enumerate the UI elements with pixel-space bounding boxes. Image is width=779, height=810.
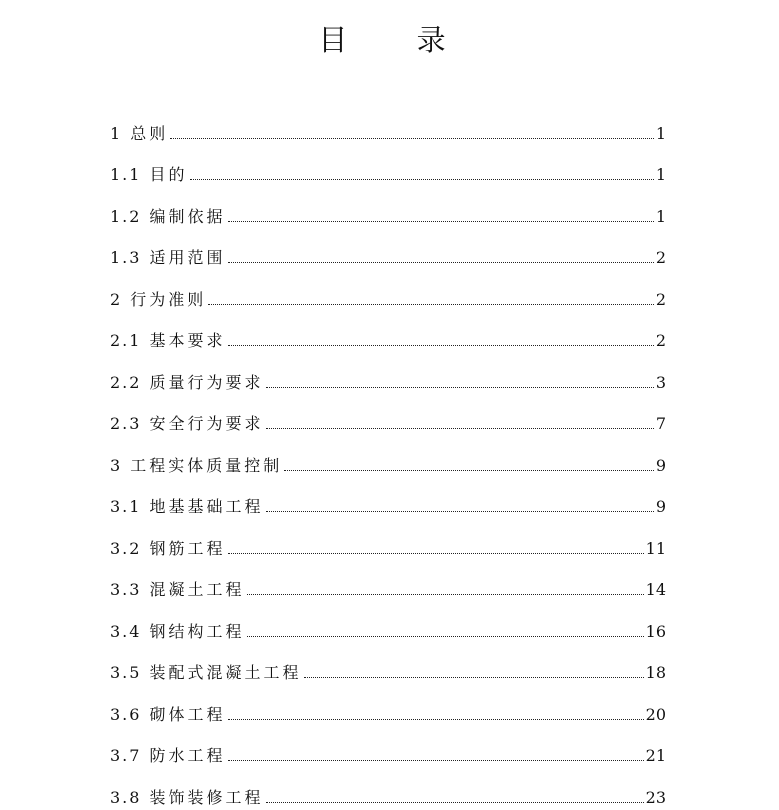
toc-entry-label xyxy=(110,746,226,766)
toc-entry-number: 3.5 xyxy=(110,663,142,682)
toc-dot-leader xyxy=(266,428,654,429)
toc-entry[interactable] xyxy=(110,104,666,146)
toc-entry-text: 安全行为要求 xyxy=(149,414,264,433)
toc-entry-number: 2.2 xyxy=(110,372,142,392)
toc-entry[interactable] xyxy=(110,602,666,644)
toc-entry-page: 23 xyxy=(645,787,666,807)
toc-entry-number: 3.4 xyxy=(110,621,142,641)
toc-entry-label xyxy=(110,788,264,808)
toc-entry[interactable] xyxy=(110,768,666,810)
toc-entry-number: 2 xyxy=(110,289,123,309)
toc-entry-label xyxy=(110,539,226,559)
toc-entry[interactable] xyxy=(110,561,666,603)
toc-entry-page: 1 xyxy=(655,206,666,226)
toc-entry-text: 混凝土工程 xyxy=(149,580,245,599)
toc-entry-label xyxy=(110,580,245,600)
toc-entry-text: 钢筋工程 xyxy=(149,538,226,558)
toc-entry-page: 1 xyxy=(655,165,666,184)
toc-entry-page: 9 xyxy=(655,455,666,475)
toc-entry-text: 质量行为要求 xyxy=(149,372,264,392)
toc-entry-number: 1.2 xyxy=(110,206,142,226)
toc-entry-label xyxy=(110,331,226,351)
toc-entry-number: 1 xyxy=(110,123,123,143)
toc-entry-text: 行为准则 xyxy=(130,289,207,309)
toc-dot-leader xyxy=(247,636,644,637)
toc-dot-leader xyxy=(228,221,654,222)
toc-entry-number: 1.3 xyxy=(110,248,142,267)
toc-entry-number: 2.1 xyxy=(110,331,142,350)
toc-entry-number: 3.2 xyxy=(110,538,142,558)
toc-entry-page: 9 xyxy=(655,497,666,516)
toc-entry-text: 总则 xyxy=(130,123,169,143)
toc-dot-leader xyxy=(266,802,644,803)
toc-entry-page: 3 xyxy=(655,372,666,392)
toc-entry-page: 21 xyxy=(645,746,666,765)
toc-entry-label xyxy=(110,705,226,725)
toc-entry-page: 2 xyxy=(655,248,666,267)
toc-dot-leader xyxy=(266,511,654,512)
toc-entry-label xyxy=(110,248,226,268)
toc-dot-leader xyxy=(284,470,654,471)
toc-entry-label xyxy=(110,414,264,434)
toc-entry-page: 2 xyxy=(655,289,666,309)
toc-entry[interactable] xyxy=(110,312,666,354)
toc-entry-number: 3.8 xyxy=(110,787,142,807)
toc-dot-leader xyxy=(190,179,654,180)
toc-entry-label xyxy=(110,497,264,517)
toc-dot-leader xyxy=(228,345,654,346)
toc-entry-page: 11 xyxy=(645,538,666,558)
toc-entry[interactable] xyxy=(110,685,666,727)
toc-dot-leader xyxy=(208,304,654,305)
toc-entry[interactable] xyxy=(110,353,666,395)
toc-entry-page: 1 xyxy=(655,123,666,143)
toc-dot-leader xyxy=(228,760,644,761)
toc-entry[interactable] xyxy=(110,229,666,271)
toc-dot-leader xyxy=(170,138,654,139)
toc-entry-number: 3.1 xyxy=(110,497,142,516)
toc-entry-label xyxy=(110,373,264,393)
toc-dot-leader xyxy=(266,387,654,388)
toc-entry-text: 防水工程 xyxy=(149,746,226,765)
toc-entry[interactable] xyxy=(110,436,666,478)
toc-entry-label xyxy=(110,622,245,642)
toc-entry-label xyxy=(110,663,302,683)
toc-entry[interactable] xyxy=(110,395,666,437)
toc-dot-leader xyxy=(228,553,644,554)
toc-entry-text: 目的 xyxy=(149,165,188,184)
toc-entry-number: 3 xyxy=(110,455,123,475)
toc-entry[interactable] xyxy=(110,270,666,312)
toc-entry-page: 20 xyxy=(645,704,666,724)
toc-entry[interactable] xyxy=(110,644,666,686)
toc-entry[interactable] xyxy=(110,187,666,229)
toc-dot-leader xyxy=(228,719,644,720)
toc-entry-number: 3.7 xyxy=(110,746,142,765)
toc-entry-label xyxy=(110,165,188,185)
toc-entry-text: 编制依据 xyxy=(149,206,226,226)
toc-entry[interactable] xyxy=(110,478,666,520)
toc-entry-number: 2.3 xyxy=(110,414,142,433)
toc-entry-label xyxy=(110,456,282,476)
toc-entry-text: 基本要求 xyxy=(149,331,226,350)
toc-entry-page: 14 xyxy=(645,580,666,599)
toc-entry-text: 装饰装修工程 xyxy=(149,787,264,807)
toc-entry-text: 装配式混凝土工程 xyxy=(149,663,302,682)
toc-entry[interactable] xyxy=(110,146,666,188)
toc-entry-text: 适用范围 xyxy=(149,248,226,267)
toc-entry-label xyxy=(110,290,206,310)
table-of-contents xyxy=(110,104,666,810)
toc-dot-leader xyxy=(247,594,644,595)
toc-entry-number: 1.1 xyxy=(110,165,142,184)
toc-entry-page: 16 xyxy=(645,621,666,641)
toc-dot-leader xyxy=(228,262,654,263)
toc-entry-number: 3.6 xyxy=(110,704,142,724)
toc-entry-text: 地基基础工程 xyxy=(149,497,264,516)
page-title: 目 录 xyxy=(318,23,476,57)
toc-entry-page: 18 xyxy=(645,663,666,682)
toc-entry-text: 钢结构工程 xyxy=(149,621,245,641)
toc-entry-number: 3.3 xyxy=(110,580,142,599)
toc-entry[interactable] xyxy=(110,727,666,769)
toc-entry[interactable] xyxy=(110,519,666,561)
toc-entry-label xyxy=(110,124,168,144)
toc-entry-page: 7 xyxy=(655,414,666,433)
toc-dot-leader xyxy=(304,677,644,678)
toc-entry-text: 砌体工程 xyxy=(149,704,226,724)
toc-entry-label xyxy=(110,207,226,227)
toc-entry-page: 2 xyxy=(655,331,666,350)
toc-entry-text: 工程实体质量控制 xyxy=(130,455,283,475)
